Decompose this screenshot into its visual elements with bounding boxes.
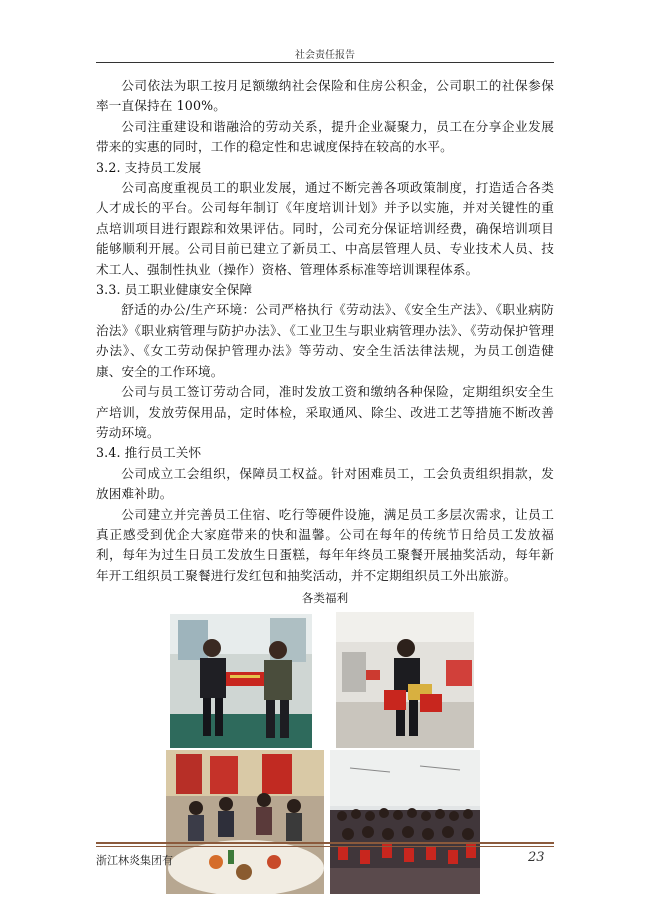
section-heading: 3.3. 员工职业健康安全保障 <box>96 282 253 298</box>
photo-caption: 各类福利 <box>301 591 349 606</box>
section-heading: 3.4. 推行员工关怀 <box>96 445 202 461</box>
paragraph: 公司高度重视员工的职业发展，通过不断完善各项政策制度，打造适合各类人才成长的平台。公司每年制订《年度培训计划》并予以实施，并对关键性的重点培训项目进行跟踪和效果评估。同时，公司充分保证培训经费，确保培训项目能够顺利开展。公司目前已建立了新员工、中高层管理人员、专业技术人员、技术工人、强制性执业（操作）资格、管理体系标准等培训课程体系。 <box>96 180 554 277</box>
photo-year-end-dinner <box>166 750 324 894</box>
footer-rule-thin <box>96 846 554 847</box>
photo-gift-handover <box>170 614 312 748</box>
paragraph: 公司成立工会组织，保障员工权益。针对困难员工，工会负责组织捐款，发放困难补助。 <box>96 465 554 502</box>
section-heading: 3.2. 支持员工发展 <box>96 159 202 175</box>
photo-gift-carrying <box>336 612 474 748</box>
paragraph: 舒适的办公/生产环境：公司严格执行《劳动法》、《安全生产法》、《职业病防治法》《职业病管理与防护办法》、《工业卫生与职业病管理办法》、《劳动保护管理办法》、《女工劳动保护管理办法》等劳动、安全生活法律法规，为员工创造健康、安全的工作环境。 <box>96 302 554 379</box>
header-title: 社会责任报告 <box>295 50 355 61</box>
photo-group-gathering <box>330 750 480 894</box>
paragraph: 公司注重建设和谐融洽的劳动关系，提升企业凝聚力，员工在分享企业发展带来的实惠的同时，工作的稳定性和忠诚度保持在较高的水平。 <box>96 118 554 155</box>
paragraph: 公司与员工签订劳动合同，准时发放工资和缴纳各种保险，定期组织安全生产培训，发放劳保用品，定时体检，采取通风、除尘、改进工艺等措施不断改善劳动环境。 <box>96 384 554 440</box>
paragraph: 公司建立并完善员工住宿、吃行等硬件设施，满足员工多层次需求，让员工真正感受到优企大家庭带来的快和温馨。公司在每年的传统节日给员工发放福利，每年为过生日员工发放生日蛋糕，每年年终员工聚餐开展抽奖活动，每年新年开工组织员工聚餐进行发红包和抽奖活动，并不定期组织员工外出旅游。 <box>96 506 554 583</box>
paragraph: 公司依法为职工按月足额缴纳社会保险和住房公积金，公司职工的社保参保率一直保持在 100%。 <box>96 78 554 114</box>
report-body <box>96 76 554 609</box>
header-rule <box>96 62 554 63</box>
footer-rule <box>96 842 554 844</box>
page-number: 23 <box>528 850 545 865</box>
footer-company: 浙江林炎集团有 <box>96 854 173 867</box>
